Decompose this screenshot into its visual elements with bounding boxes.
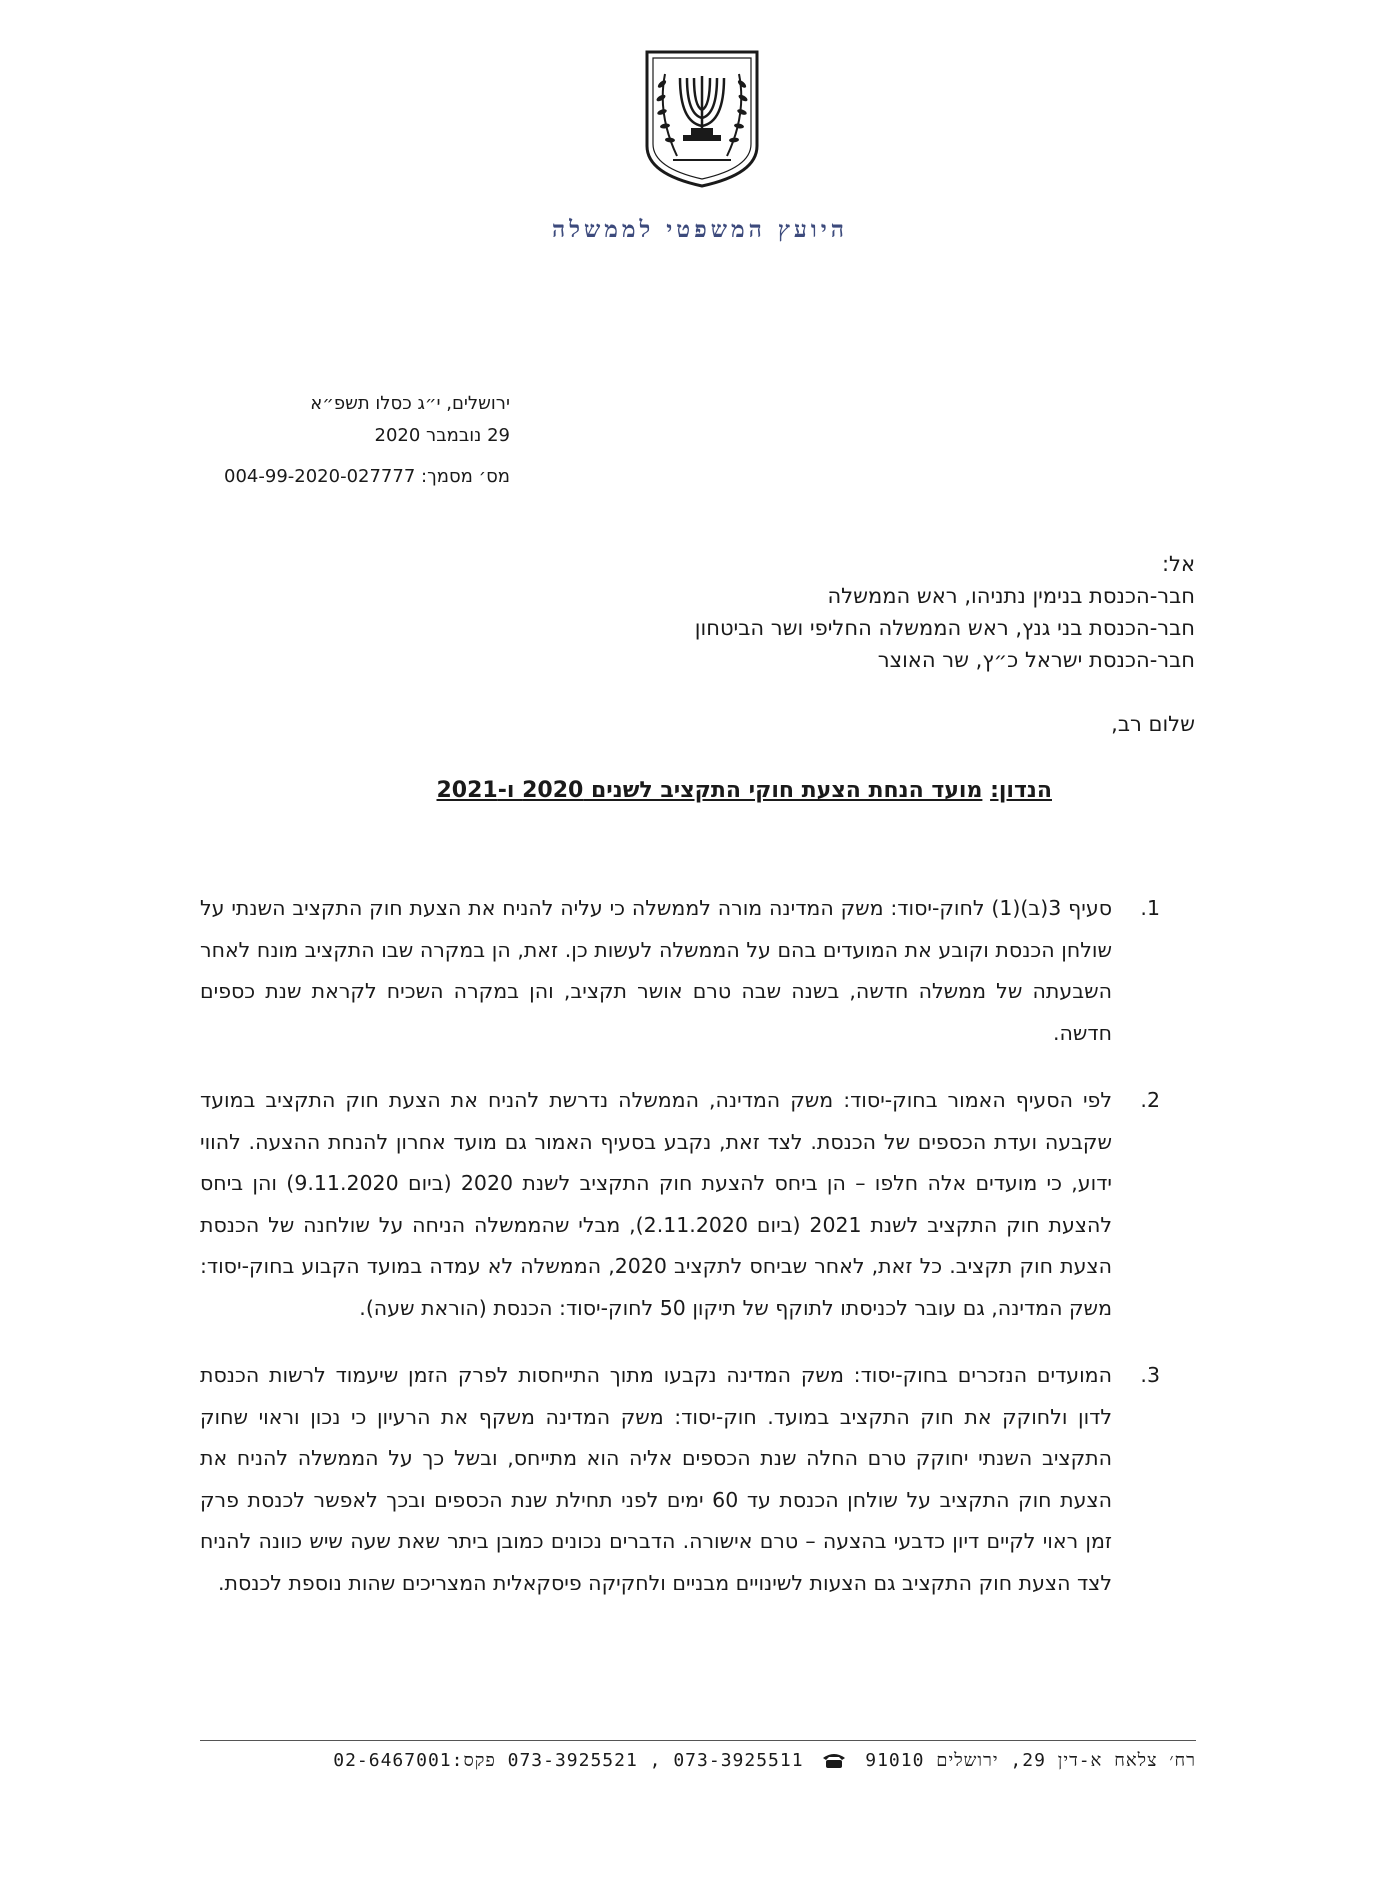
paragraph-number: 1. [1140,896,1160,920]
paragraph-text: סעיף 3(ב)(1) לחוק-יסוד: משק המדינה מורה לממשלה כי עליה להניח את הצעת חוק התקציב השנתי על שולחן הכנסת וקובע את המועדים בהם על הממשלה לעשות כן. זאת, הן במקרה שבו התקציב מונח לאחר השבעתה של ממשלה חדשה, בשנה שבה טרם אושר תקציב, והן במקרה השכיח לקראת שנת כספים חדשה. [200,896,1112,1045]
paragraph-number: 3. [1140,1363,1160,1387]
paragraph-text: המועדים הנזכרים בחוק-יסוד: משק המדינה נקבעו מתוך התייחסות לפרק הזמן שיעמוד לרשות הכנסת לדון ולחוקק את חוק התקציב במועד. חוק-יסוד: משק המדינה משקף את הרעיון כי נכון וראוי שחוק התקציב השנתי יחוקק טרם החלה שנת הכספים אליה הוא מתייחס, ובשל כך על הממשלה להניח את הצעת חוק התקציב על שולחן הכנסת עד 60 ימים לפני תחילת שנת הכספים ובכך לאפשר לכנסת פרק זמן ראוי לקיים דיון כדבעי בהצעה – טרם אישורה. הדברים נכונים כמובן ביתר שאת שעה שיש כוונה להניח לצד הצעת חוק התקציב גם הצעות לשינויים מבניים ולחקיקה פיסקאלית המצריכים שהות נוספת לכנסת. [200,1363,1112,1595]
subject-label: הנדון: [990,778,1052,803]
footer-fax: פקס:02-6467001 [333,1750,496,1771]
paragraph-item [200,1355,1160,1604]
subject-text: מועד הנחת הצעת חוקי התקציב לשנים 2020 ו-2021 [436,778,983,803]
subject-line [200,778,1052,803]
org-title: היועץ המשפטי לממשלה [551,216,849,243]
hebrew-date: ירושלים, י״ג כסלו תשפ״א [310,393,510,414]
paragraph-number: 2. [1140,1088,1160,1112]
paragraph-item [200,888,1160,1054]
telephone-icon [821,1751,847,1769]
state-emblem-icon [643,48,761,188]
paragraph-text: לפי הסעיף האמור בחוק-יסוד: משק המדינה, הממשלה נדרשת להניח את הצעת חוק התקציב במועד שקבעה ועדת הכספים של הכנסת. לצד זאת, נקבע בסעיף האמור גם מועד אחרון להנחת ההצעה. להווי ידוע, כי מועדים אלה חלפו – הן ביחס להצעת חוק התקציב לשנת 2020 (ביום 9.11.2020) והן ביחס להצעת חוק התקציב לשנת 2021 (ביום 2.11.2020), מבלי שהממשלה הניחה על שולחנה של הכנסת הצעת חוק תקציב. כל זאת, לאחר שביחס לתקציב 2020, הממשלה לא עמדה במועד הקבוע בחוק-יסוד: משק המדינה, גם עובר לכניסתו לתוקף של תיקון 50 לחוק-יסוד: הכנסת (הוראת שעה). [200,1088,1113,1320]
to-label: אל: [1161,552,1195,576]
numbered-paragraphs [200,888,1160,1604]
footer-address: רח׳ צלאח א-דין 29, ירושלים 91010 [865,1750,1196,1771]
gregorian-date: 29 נובמבר 2020 [374,425,510,446]
paragraph-item [200,1080,1160,1329]
footer-divider [200,1740,1196,1741]
document-reference: מס׳ מסמך: 004-99-2020-027777 [224,466,510,487]
addressees-block [560,548,1195,676]
footer-contact [200,1750,1196,1771]
greeting: שלום רב, [1111,712,1195,736]
footer-phones: 073-3925511 , 073-3925521 [507,1750,804,1771]
addressee-line: חבר-הכנסת ישראל כ״ץ, שר האוצר [877,648,1195,672]
addressee-line: חבר-הכנסת בנימין נתניהו, ראש הממשלה [827,584,1195,608]
addressee-line: חבר-הכנסת בני גנץ, ראש הממשלה החליפי ושר הביטחון [694,616,1195,640]
